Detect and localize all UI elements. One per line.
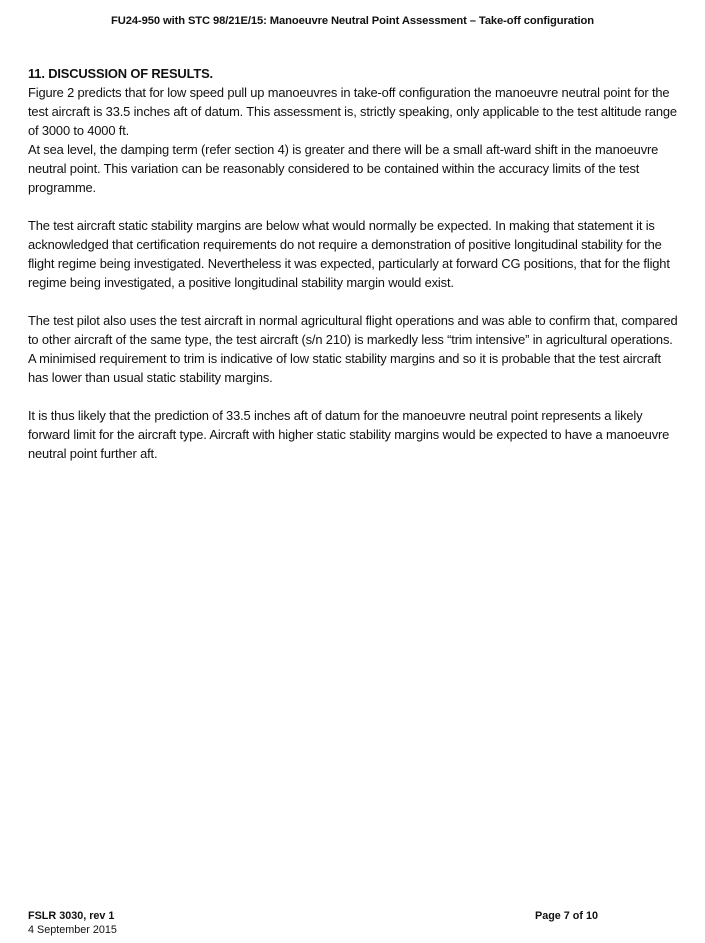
paragraph-spacer	[28, 387, 680, 406]
footer-document-info	[28, 910, 117, 937]
paragraph-2: At sea level, the damping term (refer section 4) is greater and there will be a small aft-ward shift in the manoeuvre neutral point. This variation can be reasonably considered to be contained within the accuracy limits of the test programme.	[28, 142, 659, 195]
footer-doc-ref: FSLR 3030, rev 1	[28, 910, 115, 922]
footer-page-number: Page 7 of 10	[535, 910, 599, 922]
page-header-title: FU24-950 with STC 98/21E/15: Manoeuvre Neutral Point Assessment – Take-off configuration	[111, 15, 594, 27]
paragraph-1: Figure 2 predicts that for low speed pull up manoeuvres in take-off configuration the manoeuvre neutral point for the test aircraft is 33.5 inches aft of datum. This assessment is, strictly speaking, only applicable to the test altitude range of 3000 to 4000 ft.	[28, 85, 677, 138]
paragraph-4: The test pilot also uses the test aircraft in normal agricultural flight operations and was able to confirm that, compared to other aircraft of the same type, the test aircraft (s/n 210) is markedly less “trim intensive” in agricultural operations.	[28, 313, 678, 347]
section-body	[28, 64, 680, 463]
paragraph-6: It is thus likely that the prediction of 33.5 inches aft of datum for the manoeuvre neutral point represents a likely forward limit for the aircraft type. Aircraft with higher static stability margins would be expected to have a manoeuvre neutral point further aft.	[28, 408, 670, 461]
paragraph-3: The test aircraft static stability margins are below what would normally be expected. In making that statement it is acknowledged that certification requirements do not require a demonstration of positive longitudinal stability for the flight regime being investigated. Nevertheless it was expected, particularly at forward CG positions, that for the flight regime being investigated, a positive longitudinal stability margin would exist.	[28, 218, 670, 290]
paragraph-5: A minimised requirement to trim is indicative of low static stability margins and so it is probable that the test aircraft has lower than usual static stability margins.	[28, 351, 661, 385]
paragraph-spacer	[28, 197, 680, 216]
section-heading: 11. DISCUSSION OF RESULTS.	[28, 66, 213, 81]
paragraph-spacer	[28, 292, 680, 311]
footer-date: 4 September 2015	[28, 923, 117, 936]
